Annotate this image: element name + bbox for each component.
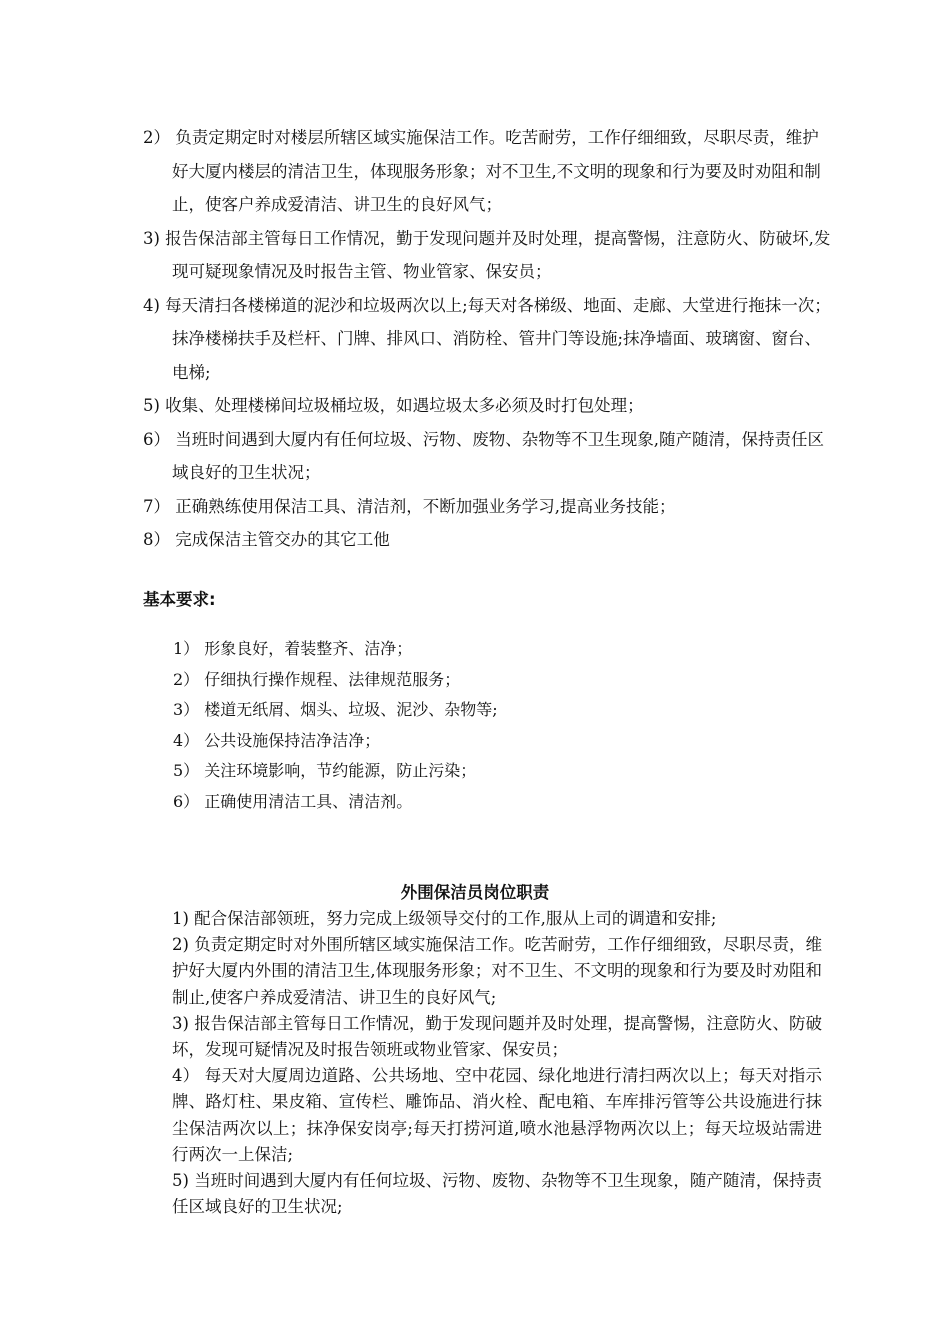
duty-item-6: 6） 当班时间遇到大厦内有任何垃圾、污物、废物、杂物等不卫生现象,随产随清，保持责任区域良好的卫生状况； [143, 429, 824, 482]
requirements-list [173, 634, 498, 818]
duty-item-3: 3) 报告保洁部主管每日工作情况，勤于发现问题并及时处理，提高警惕，注意防火、防破坏,发现可疑现象情况及时报告主管、物业管家、保安员； [143, 228, 831, 281]
outer-duty-item-4: 4） 每天对大厦周边道路、公共场地、空中花园、绿化地进行清扫两次以上；每天对指示牌、路灯柱、果皮箱、宣传栏、雕饰品、消火栓、配电箱、车库排污管等公共设施进行抹尘保洁两次以上；抹净保安岗亭;每天打捞河道,喷水池悬浮物两次以上；每天垃圾站需进行两次一上保洁; [172, 1066, 822, 1164]
duty-item-5: 5) 收集、处理楼梯间垃圾桶垃圾，如遇垃圾太多必须及时打包处理； [143, 396, 644, 415]
requirement-item-5: 5） 关注环境影响，节约能源，防止污染； [173, 761, 477, 781]
outer-duty-item-2: 2) 负责定期定时对外围所辖区域实施保洁工作。吃苦耐劳，工作仔细细致，尽职尽责，维护好大厦内外围的清洁卫生,体现服务形象；对不卫生、不文明的现象和行为要及时劝阻和制止,使客户养成爱清洁、讲卫生的良好风气; [172, 935, 822, 1007]
duties-list [143, 121, 833, 557]
duty-item-2: 2） 负责定期定时对楼层所辖区域实施保洁工作。吃苦耐劳，工作仔细细致，尽职尽责，维护好大厦内楼层的清洁卫生，体现服务形象；对不卫生,不文明的现象和行为要及时劝阻和制止，使客户养成爱清洁、讲卫生的良好风气； [143, 128, 821, 214]
requirement-item-2: 2） 仔细执行操作规程、法律规范服务； [173, 669, 461, 689]
requirement-item-4: 4） 公共设施保持洁净洁净； [173, 730, 381, 750]
outer-cleaner-title: 外围保洁员岗位职责 [400, 883, 550, 902]
requirement-item-6: 6） 正确使用清洁工具、清洁剂。 [173, 791, 413, 811]
duty-item-7: 7） 正确熟练使用保洁工具、清洁剂，不断加强业务学习,提高业务技能； [143, 496, 676, 516]
duty-item-4: 4) 每天清扫各楼梯道的泥沙和垃圾两次以上;每天对各梯级、地面、走廊、大堂进行拖抹一次；抹净楼梯扶手及栏杆、门牌、排风口、消防栓、管井门等设施;抹净墙面、玻璃窗、窗台、电梯; [143, 295, 831, 382]
requirements-heading: 基本要求: [143, 590, 216, 609]
outer-duty-item-3: 3) 报告保洁部主管每日工作情况，勤于发现问题并及时处理，提高警惕，注意防火、防破坏，发现可疑情况及时报告领班或物业管家、保安员； [172, 1013, 822, 1060]
requirement-item-1: 1） 形象良好，着装整齐、洁净； [173, 639, 413, 658]
duty-item-8: 8） 完成保洁主管交办的其它工他 [143, 530, 390, 549]
requirement-item-3: 3） 楼道无纸屑、烟头、垃圾、泥沙、杂物等; [173, 700, 498, 720]
outer-duty-item-5: 5) 当班时间遇到大厦内有任何垃圾、污物、废物、杂物等不卫生现象，随产随清，保持责任区域良好的卫生状况; [172, 1171, 822, 1217]
outer-duties-body [172, 906, 822, 1220]
outer-duty-item-1: 1) 配合保洁部领班，努力完成上级领导交付的工作,服从上司的调遣和安排; [172, 909, 717, 928]
